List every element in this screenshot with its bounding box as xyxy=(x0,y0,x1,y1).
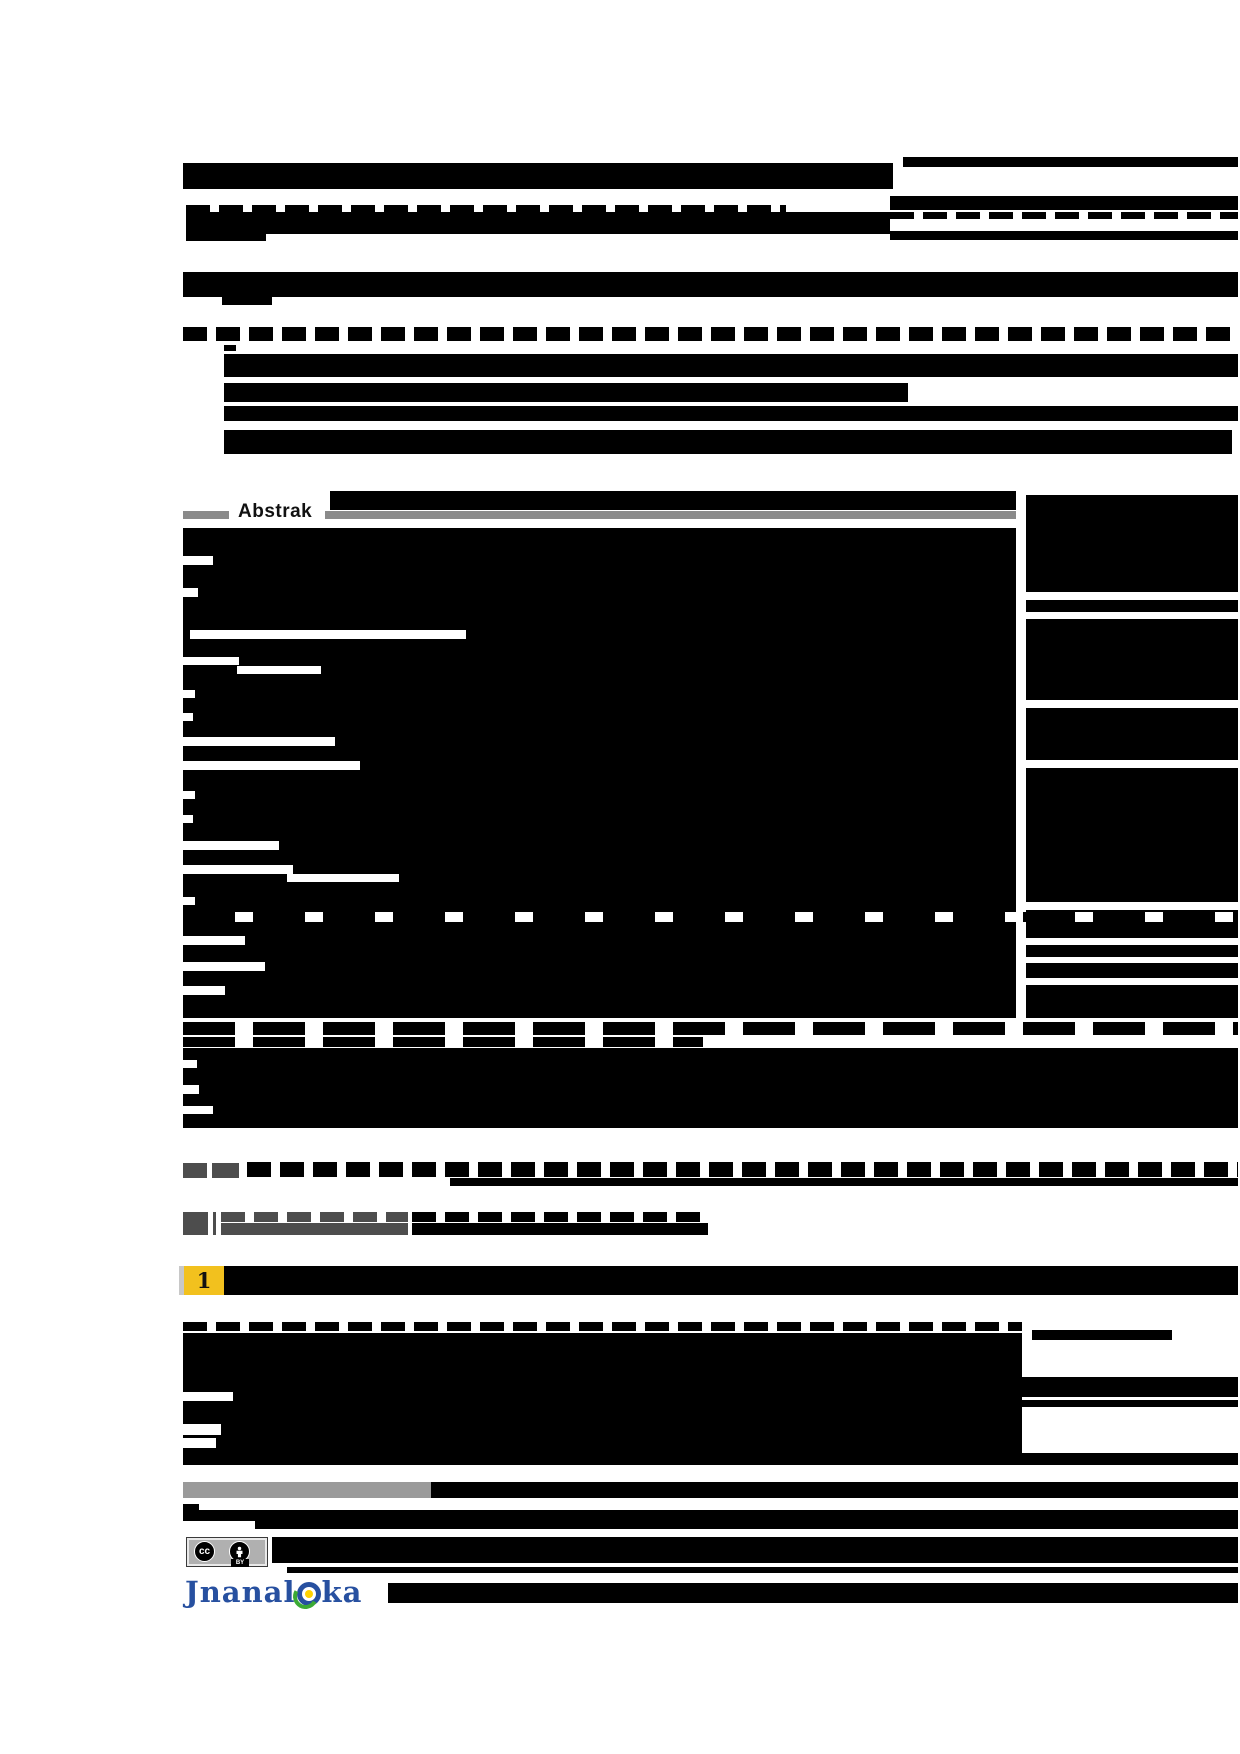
abstract-rule-left xyxy=(183,511,229,519)
redacted-license-text xyxy=(287,1567,1238,1573)
margin-gap xyxy=(1026,902,1238,910)
redacted-footer-rule xyxy=(183,1482,431,1498)
cc-icon xyxy=(194,1541,215,1562)
jnanaloka-leaf-o-icon xyxy=(297,1582,321,1606)
text-gap xyxy=(183,1438,216,1448)
redacted-keyword-list xyxy=(247,1162,1238,1177)
redacted-abstract-rule-top xyxy=(330,491,1016,510)
redacted-paragraph-line xyxy=(183,1322,1022,1331)
redacted-margin-notes xyxy=(1022,1400,1238,1407)
margin-gap xyxy=(1026,700,1238,708)
text-gap xyxy=(183,865,293,874)
text-gap xyxy=(183,556,213,565)
redacted-keyword-label xyxy=(212,1163,239,1178)
redacted-abstract-line xyxy=(183,912,1238,922)
redacted-author-superscript xyxy=(224,345,236,351)
redacted-margin-notes xyxy=(1032,1330,1172,1340)
text-gap xyxy=(183,1424,221,1435)
text-gap xyxy=(183,1085,199,1094)
text-gap xyxy=(183,986,225,995)
text-gap xyxy=(183,690,195,698)
text-gap xyxy=(237,666,321,674)
cc-by-label: BY xyxy=(231,1559,249,1567)
redacted-affiliation xyxy=(224,430,1232,454)
yellow-dot-icon xyxy=(305,1590,313,1598)
redacted-keyword-list xyxy=(450,1178,1238,1186)
text-gap xyxy=(183,791,195,799)
redacted-article-title xyxy=(183,272,1238,297)
redacted-doi-label xyxy=(183,1212,208,1235)
redacted-doi-divider xyxy=(213,1212,216,1235)
redacted-paragraph xyxy=(183,1333,1022,1454)
margin-gap xyxy=(1026,938,1238,945)
redacted-affiliation xyxy=(224,383,908,402)
redacted-affiliation xyxy=(224,406,1238,421)
text-gap xyxy=(183,1106,213,1114)
redacted-abstract-body xyxy=(183,528,1016,1018)
jnanaloka-logo[interactable] xyxy=(185,1574,363,1609)
margin-gap xyxy=(1026,612,1238,619)
redacted-header-sub xyxy=(186,234,266,241)
section-number-badge xyxy=(184,1266,224,1295)
redacted-header-right xyxy=(903,157,1238,167)
text-gap xyxy=(183,962,265,971)
redacted-author-line xyxy=(183,327,1238,341)
redacted-keyword-label xyxy=(183,1163,207,1178)
abstract-heading: Abstrak xyxy=(238,501,313,522)
text-gap xyxy=(183,761,360,770)
margin-gap xyxy=(1026,592,1238,600)
redacted-journal-header xyxy=(183,163,893,189)
logo-text-part1: Jnanal xyxy=(185,1574,296,1609)
redacted-footnote xyxy=(255,1521,1238,1529)
text-gap xyxy=(183,1392,233,1401)
margin-gap xyxy=(1026,978,1238,985)
redacted-header-right xyxy=(890,196,1238,210)
redacted-doi-value xyxy=(412,1212,708,1222)
text-gap xyxy=(183,897,195,905)
cc-by-license-badge[interactable] xyxy=(186,1537,268,1567)
text-gap xyxy=(183,713,193,721)
redacted-doi-label xyxy=(221,1223,408,1235)
redacted-footer-rule xyxy=(431,1482,1238,1498)
redacted-license-text xyxy=(272,1537,1238,1563)
redacted-section-title xyxy=(224,1266,1238,1295)
redacted-abstract-body xyxy=(183,1048,1238,1128)
text-gap xyxy=(183,657,239,665)
redacted-abstract-line xyxy=(183,1022,1238,1035)
text-gap xyxy=(183,588,198,597)
text-gap xyxy=(183,1060,197,1068)
redacted-header-right xyxy=(890,231,1238,240)
abstract-rule-right xyxy=(325,511,1016,519)
redacted-publisher-line xyxy=(388,1583,1238,1603)
redacted-footnote xyxy=(183,1510,1238,1521)
redacted-doi-value xyxy=(412,1223,708,1235)
redacted-header-sub xyxy=(186,212,890,234)
redacted-header-sub xyxy=(186,205,786,212)
text-gap xyxy=(183,815,193,823)
redacted-paragraph xyxy=(183,1453,1238,1465)
logo-text-part2: ka xyxy=(321,1574,363,1609)
section-number: 1 xyxy=(196,1268,212,1293)
redacted-doi-label xyxy=(221,1212,408,1222)
text-gap xyxy=(183,936,245,945)
margin-gap xyxy=(1026,760,1238,768)
margin-gap xyxy=(1026,957,1238,963)
redacted-header-right xyxy=(890,212,1238,219)
redacted-article-title xyxy=(222,297,272,305)
redacted-abstract-line xyxy=(183,1037,703,1047)
cc-icon-label: cc xyxy=(198,1546,211,1557)
text-gap xyxy=(190,630,466,639)
redacted-margin-notes xyxy=(1022,1377,1238,1397)
text-gap xyxy=(287,874,399,882)
text-gap xyxy=(183,737,335,746)
text-gap xyxy=(183,841,279,850)
redacted-affiliation xyxy=(224,354,1238,377)
